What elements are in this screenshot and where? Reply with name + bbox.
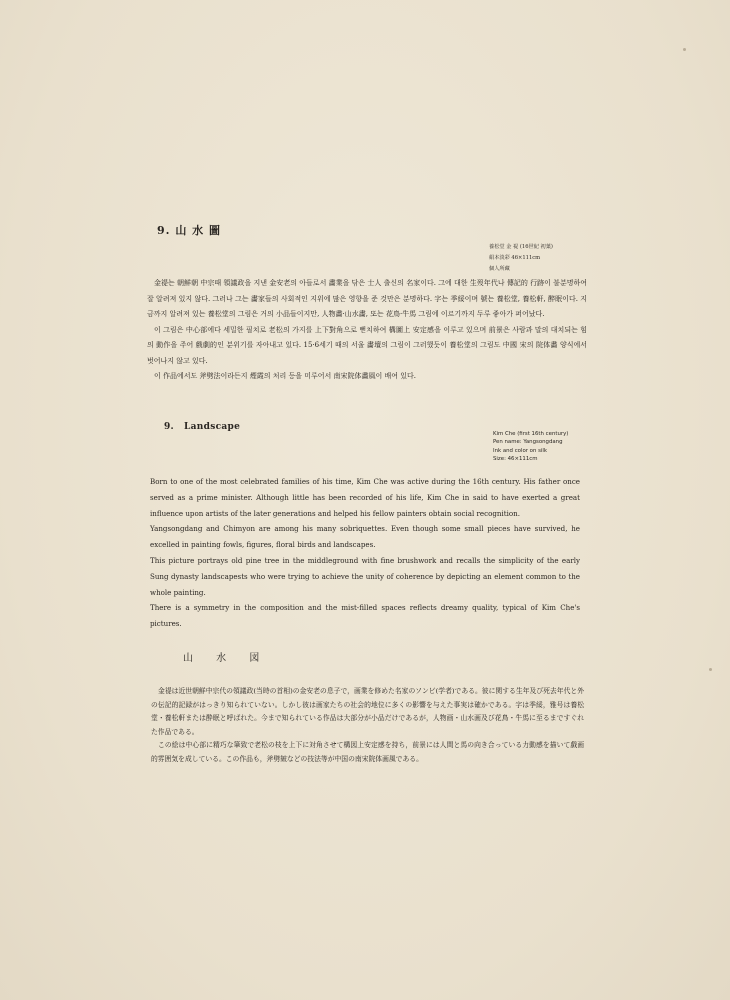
korean-paragraph: 金禔는 朝鮮朝 中宗때 領議政을 지낸 金安老의 아들로서 畵業을 닦은 士人 출신의 名家이다. 그에 대한 生歿年代나 傳記的 行跡이 불분명하여 잘 알려져 있지 않다. 그러나 그는 畵家들의 사회적인 지위에 많은 영향을 준 것만은 분명하다. 字는 季綏이며 號는 養松堂, 養松軒, 醉眠이다. 지금까지 알려져 있는 養松堂의 그림은 거의 小品들이지만, 人物畵·山水畵, 또는 花鳥·牛馬 그림에 이르기까지 두루 좋아가 퍼어났다. <box>147 279 587 318</box>
korean-title: 9. 山 水 圖 <box>157 224 221 237</box>
english-paragraph: This picture portrays old pine tree in the middleground with fine brushwork and recalls the simplicity of the early Sung dynasty landscapests who were trying to achieve the unity of coherence by depicting an element common to the whole painting. <box>150 555 580 597</box>
japanese-title: 山 水 図 <box>183 653 261 664</box>
korean-meta-medium: 絹本淡彩 46×111cm <box>489 255 541 261</box>
japanese-paragraph: この絵は中心部に精巧な筆致で老松の枝を上下に対角させて構図上安定感を持ち，前景には人間と馬の向き合っている力動感を描いて戯画的雰囲気を成している。この作品も，斧劈皴などの技法等が中国の南宋院体画風である。 <box>151 741 584 763</box>
english-meta-medium: Ink and color on silk <box>493 447 548 454</box>
paper-speck <box>709 668 712 671</box>
english-title-number: 9. <box>164 422 174 432</box>
korean-meta <box>489 242 553 275</box>
english-body <box>150 474 580 632</box>
english-paragraph: Yangsongdang and Chimyon are among his many sobriquettes. Even though some small pieces have survived, he excelled in painting fowls, figures, floral birds and landscapes. <box>150 524 580 550</box>
english-meta-penname: Pen name: Yangsongdang <box>493 439 563 446</box>
english-paragraph: There is a symmetry in the composition and the mist-filled spaces reflects dreamy quality, typical of Kim Che's pictures. <box>150 603 580 629</box>
english-meta-size: Size: 46×111cm <box>493 455 538 462</box>
english-title-text: Landscape <box>184 422 241 432</box>
english-meta <box>493 430 568 463</box>
english-title <box>164 422 240 432</box>
japanese-paragraph: 金禔は近世朝鮮中宗代の領議政(当時の首相)の金安老の息子で，画業を修めた名家のソンビ(学者)である。彼に関する生年及び死去年代と外の伝記的記録がはっきり知られていない。しかし彼は画家たちの社会的地位に多くの影響を与えた事実は確かである。字は季綏，雅号は養松堂・養松軒または酔眠と呼ばれた。今まで知られている作品は大部分が小品だけであるが，人物画・山水画及び花鳥・牛馬に至るまですぐれた作品である。 <box>151 687 584 736</box>
korean-meta-artist: 養松堂 金 禔 (16世紀 初葉) <box>489 244 553 250</box>
korean-paragraph: 이 그림은 中心部에다 세밀한 필치로 老松의 가지를 上下對角으로 뻗치하여 構圖上 安定感을 이루고 있으며 前景은 사람과 말의 대치되는 힘의 動作을 주어 戲劇的인 분위기를 자아내고 있다. 15·6세기 때의 서울 畵壇의 그림이 그러했듯이 養松堂의 그림도 中國 宋의 院体畵 양식에서 벗어나지 않고 있다. <box>147 325 587 365</box>
korean-body <box>147 276 587 385</box>
english-paragraph: Born to one of the most celebrated families of his time, Kim Che was active during the 16th century. His father once served as a prime minister. Although little has been recorded of his life, Kim Che in said to have exerted a great influence upon artists of the later generations and helped his fellow painters obtain social recognition. <box>150 477 580 518</box>
english-meta-artist: Kim Che (first 16th century) <box>493 431 569 437</box>
korean-paragraph: 이 作品에서도 斧劈法이라든지 煙霞의 처리 등을 미루어서 南宋院体畵風이 배여 있다. <box>154 372 417 380</box>
korean-meta-owner: 個人所藏 <box>489 266 510 272</box>
japanese-body <box>151 685 584 766</box>
paper-speck <box>683 48 686 51</box>
